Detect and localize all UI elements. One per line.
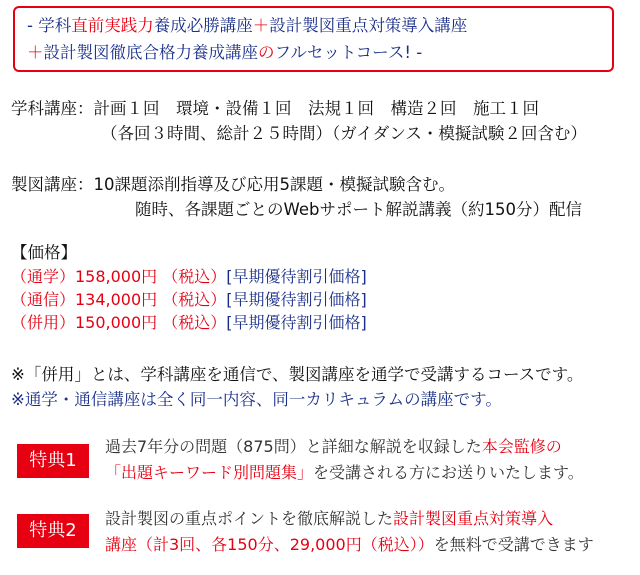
benefit-seg: 設計製図重点対策導入	[393, 509, 554, 528]
headline-seg: ＋	[27, 43, 44, 62]
gakka-section	[11, 96, 587, 146]
headline-line-2	[27, 39, 612, 66]
headline-seg: 養成必勝講座	[153, 16, 253, 35]
price-heading: 【価格】	[11, 243, 77, 262]
seizu-line-2: 随時、各課題ごとのWebサポート解説講義（約150分）配信	[135, 200, 582, 219]
price-note: [早期優待割引価格]	[226, 313, 367, 332]
headline-line-1	[27, 12, 612, 39]
headline-seg: フルセットコース! -	[274, 43, 423, 62]
benefit-1-text	[105, 434, 584, 486]
benefit-seg: 設計製図の重点ポイントを徹底解説した	[105, 509, 394, 528]
seizu-section	[11, 172, 582, 222]
price-note: [早期優待割引価格]	[226, 290, 367, 309]
price-row	[11, 265, 367, 288]
headline-seg: - 学科	[27, 16, 72, 35]
benefit-seg: 「出題キーワード別問題集」	[105, 463, 314, 482]
note-line-2: ※通学・通信講座は全く同一内容、同一カリキュラムの講座です。	[11, 390, 502, 409]
price-label: （通信）134,000円 （税込）	[11, 290, 227, 309]
gakka-line-2: （各回３時間、総計２５時間）（ガイダンス・模擬試験２回含む）	[101, 124, 587, 143]
price-row	[11, 311, 367, 334]
headline-seg: ＋	[252, 16, 270, 35]
benefit-seg: を受講される方にお送りいたします。	[313, 463, 584, 482]
headline-box	[13, 6, 614, 72]
headline-seg: 直前実践力	[71, 16, 154, 35]
benefit-2-line-2	[105, 532, 594, 558]
benefit-seg: 本会監修の	[481, 437, 562, 456]
note-line-1: ※「併用」とは、学科講座を通信で、製図講座を通学で受講するコースです。	[11, 365, 584, 384]
price-row	[11, 288, 367, 311]
notes-section	[11, 362, 583, 412]
price-label: （併用）150,000円 （税込）	[11, 313, 227, 332]
price-section	[11, 240, 367, 334]
gakka-line-1: 学科講座：計画１回 環境・設備１回 法規１回 構造２回 施工１回	[11, 99, 539, 118]
benefit-2-badge: 特典2	[17, 514, 89, 548]
benefit-1-badge: 特典1	[17, 444, 89, 478]
benefit-2-line-1	[105, 506, 594, 532]
headline-seg: 設計製図徹底合格力養成講座	[43, 43, 258, 62]
benefit-1-line-2	[105, 460, 584, 486]
headline-seg: の	[258, 43, 275, 62]
benefit-1-line-1	[105, 434, 584, 460]
benefit-seg: 講座（計3回、各150分、29,000円（税込））	[105, 535, 434, 554]
benefit-2-text	[105, 506, 594, 558]
benefit-seg: を無料で受講できます	[433, 535, 594, 554]
seizu-line-1: 製図講座：10課題添削指導及び応用5課題・模擬試験含む。	[11, 175, 455, 194]
benefit-seg: 過去7年分の問題（875問）と詳細な解説を収録した	[105, 437, 482, 456]
headline-seg: 設計製図重点対策導入講座	[269, 16, 468, 35]
price-note: [早期優待割引価格]	[226, 267, 367, 286]
price-label: （通学）158,000円 （税込）	[11, 267, 227, 286]
